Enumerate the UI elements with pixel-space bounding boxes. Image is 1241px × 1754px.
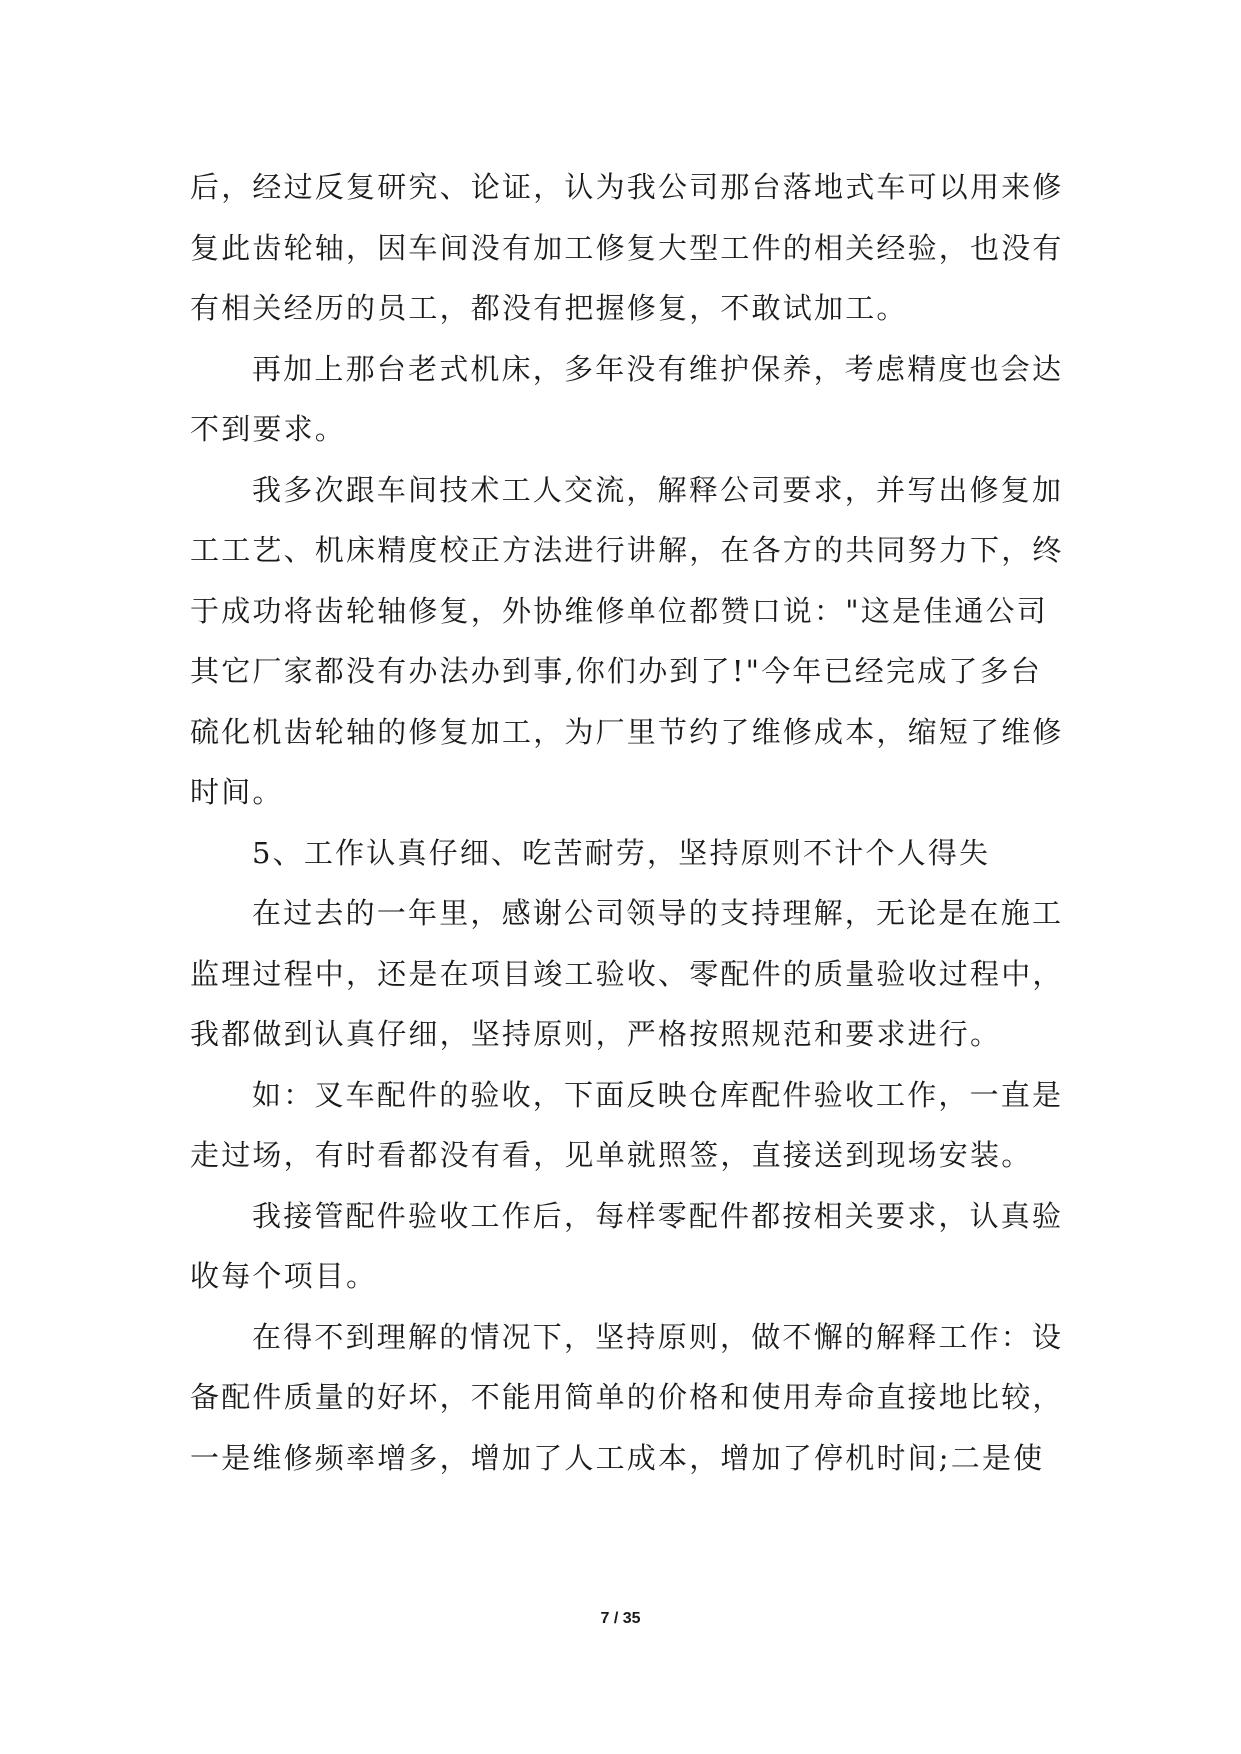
text-line-20: 在得不到理解的情况下，坚持原则，做不懈的解释工作：设 [252,1319,1064,1354]
text-line-15: 我都做到认真仔细，坚持原则，严格按照规范和要求进行。 [190,1017,1002,1051]
text-line-3: 有相关经历的员工，都没有把握修复，不敢试加工。 [190,291,908,325]
text-line-21: 备配件质量的好坏，不能用简单的价格和使用寿命直接地比较， [190,1380,1064,1414]
text-line-14: 监理过程中，还是在项目竣工验收、零配件的质量验收过程中， [190,956,1064,991]
text-line-2: 复此齿轮轴，因车间没有加工修复大型工件的相关经验，也没有 [190,230,1064,265]
text-line-4: 再加上那台老式机床，多年没有维护保养，考虑精度也会达 [252,351,1064,386]
page-number: 7 / 35 [600,1610,641,1627]
text-line-5: 不到要求。 [190,412,347,446]
text-line-19: 收每个项目。 [190,1259,378,1293]
text-line-16: 如：叉车配件的验收，下面反映仓库配件验收工作，一直是 [252,1077,1064,1112]
text-line-9: 其它厂家都没有办法办到事,你们办到了!"今年已经完成了多台 [190,654,1043,688]
text-line-18: 我接管配件验收工作后，每样零配件都按相关要求，认真验 [252,1198,1064,1233]
text-line-6: 我多次跟车间技术工人交流，解释公司要求，并写出修复加 [252,472,1064,507]
text-line-7: 工工艺、机床精度校正方法进行讲解，在各方的共同努力下，终 [190,533,1064,567]
text-line-11: 时间。 [190,775,284,809]
text-line-13: 在过去的一年里，感谢公司领导的支持理解，无论是在施工 [252,896,1064,930]
text-line-8: 于成功将齿轮轴修复，外协维修单位都赞口说："这是佳通公司 [190,593,1048,628]
text-line-17: 走过场，有时看都没有看，见单就照签，直接送到现场安装。 [190,1138,1033,1172]
text-line-22: 一是维修频率增多，增加了人工成本，增加了停机时间;二是使 [190,1440,1045,1475]
text-line-1: 后，经过反复研究、论证，认为我公司那台落地式车可以用来修 [190,170,1064,204]
text-line-10: 硫化机齿轮轴的修复加工，为厂里节约了维修成本，缩短了维修 [190,714,1064,749]
section-heading: 5、工作认真仔细、吃苦耐劳，坚持原则不计个人得失 [252,835,991,870]
body-text [190,158,1070,1489]
